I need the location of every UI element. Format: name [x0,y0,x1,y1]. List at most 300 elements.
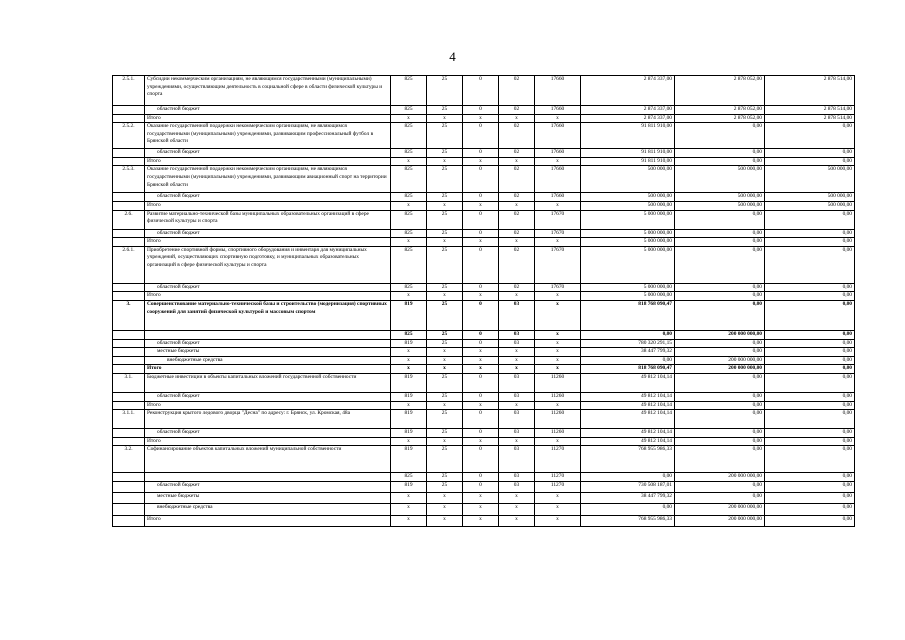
cell-item-name: местные бюджеты [145,348,391,357]
cell-code-3: 0 [463,373,499,392]
cell-code-1: 825 [391,283,427,292]
cell-amount-1: 2 874 337,00 [581,76,675,106]
cell-amount-1: 5 000 000,00 [581,229,675,238]
cell-code-5: 17670 [535,283,581,292]
cell-code-2: 25 [427,339,463,348]
cell-code-3: 0 [463,410,499,429]
cell-code-1: х [391,292,427,301]
cell-item-number: 2.5.1. [113,76,145,106]
cell-code-1: х [391,437,427,446]
table-row [113,201,855,210]
cell-amount-3: 0,00 [765,123,855,149]
cell-amount-3: 0,00 [765,149,855,158]
cell-code-3: 0 [463,392,499,401]
cell-code-5: 17670 [535,210,581,229]
cell-item-name: областной бюджет [145,149,391,158]
cell-code-4: 03 [499,300,535,330]
cell-amount-1: 2 874 337,00 [581,114,675,123]
cell-code-1: х [391,503,427,515]
cell-code-5: 11260 [535,373,581,392]
cell-code-3: х [463,515,499,526]
table-row [113,515,855,526]
cell-code-5: 17660 [535,76,581,106]
cell-code-2: 25 [427,373,463,392]
cell-code-4: 02 [499,149,535,158]
cell-code-2: х [427,492,463,503]
cell-amount-3: 0,00 [765,429,855,438]
cell-code-4: х [499,365,535,374]
cell-code-5: х [535,492,581,503]
cell-item-number [113,437,145,446]
cell-code-4: х [499,515,535,526]
cell-amount-1: 91 811 910,00 [581,123,675,149]
cell-item-name: Итого [145,437,391,446]
cell-item-number [113,157,145,166]
cell-item-name: Итого [145,238,391,247]
cell-code-5: 17660 [535,149,581,158]
cell-code-1: 819 [391,392,427,401]
cell-code-4: 02 [499,229,535,238]
cell-amount-2: 0,00 [675,492,765,503]
cell-code-2: 25 [427,193,463,202]
cell-amount-2: 0,00 [675,210,765,229]
cell-code-1: 819 [391,410,427,429]
cell-code-3: 0 [463,473,499,482]
cell-item-name: Бюджетные инвестиции в объекты капитальных вложений государственной собственности [145,373,391,392]
cell-code-4: х [499,492,535,503]
cell-code-2: 25 [427,473,463,482]
cell-item-number [113,149,145,158]
cell-item-name: Развитие материально-технической базы муниципальных образовательных организаций в сфере физической культуры и спорта [145,210,391,229]
budget-table [112,75,855,527]
cell-item-name: областной бюджет [145,429,391,438]
cell-amount-1: 49 812 104,14 [581,392,675,401]
cell-amount-2: 0,00 [675,348,765,357]
table-row [113,492,855,503]
cell-code-1: 825 [391,229,427,238]
cell-code-3: 0 [463,446,499,473]
cell-code-3: х [463,114,499,123]
cell-code-3: 0 [463,229,499,238]
cell-code-4: 02 [499,123,535,149]
cell-item-name: Итого [145,157,391,166]
cell-amount-2: 2 878 052,00 [675,106,765,115]
cell-code-3: 0 [463,123,499,149]
cell-item-number [113,339,145,348]
cell-code-1: 825 [391,330,427,339]
cell-code-3: х [463,348,499,357]
cell-item-name: Итого [145,114,391,123]
cell-amount-3: 2 878 514,00 [765,76,855,106]
cell-amount-2: 0,00 [675,123,765,149]
cell-code-5: х [535,339,581,348]
cell-amount-2: 0,00 [675,446,765,473]
cell-item-name: Оказание государственной поддержки некоммерческим организациям, не являющимся государственными (муниципальными) учреждениями, развивающим авиационный спорт на территории Брянской области [145,166,391,193]
cell-amount-2: 500 000,00 [675,201,765,210]
cell-code-5: 11270 [535,473,581,482]
cell-code-4: 02 [499,210,535,229]
cell-code-3: 0 [463,246,499,283]
table-row [113,149,855,158]
cell-amount-2: 200 000 000,00 [675,356,765,365]
table-row [113,437,855,446]
cell-amount-3: 0,00 [765,300,855,330]
cell-item-number [113,106,145,115]
cell-item-number [113,348,145,357]
cell-amount-3: 0,00 [765,365,855,374]
cell-amount-2: 0,00 [675,292,765,301]
table-row [113,193,855,202]
cell-amount-1: 49 812 104,14 [581,429,675,438]
cell-amount-3: 0,00 [765,210,855,229]
table-row [113,229,855,238]
cell-item-number: 2.5.3. [113,166,145,193]
cell-code-5: х [535,437,581,446]
cell-amount-2: 0,00 [675,410,765,429]
cell-item-number [113,473,145,482]
cell-amount-1: 49 812 104,14 [581,437,675,446]
cell-item-number [113,238,145,247]
cell-item-number [113,292,145,301]
cell-amount-1: 5 000 000,00 [581,283,675,292]
cell-amount-3: 0,00 [765,348,855,357]
cell-amount-2: 200 000 000,00 [675,330,765,339]
cell-amount-2: 0,00 [675,229,765,238]
cell-amount-1: 91 811 910,00 [581,157,675,166]
cell-code-2: 25 [427,106,463,115]
cell-code-3: 0 [463,76,499,106]
cell-code-2: х [427,401,463,410]
cell-code-4: 03 [499,339,535,348]
cell-code-1: 819 [391,300,427,330]
cell-code-5: 17660 [535,193,581,202]
cell-item-number [113,229,145,238]
cell-amount-1: 0,00 [581,473,675,482]
cell-code-2: х [427,114,463,123]
cell-code-4: 02 [499,283,535,292]
cell-code-1: х [391,114,427,123]
cell-amount-2: 0,00 [675,339,765,348]
cell-amount-3: 0,00 [765,515,855,526]
cell-code-5: х [535,300,581,330]
cell-code-4: 02 [499,76,535,106]
cell-code-4: х [499,356,535,365]
cell-item-number: 2.6.1. [113,246,145,283]
cell-code-5: х [535,238,581,247]
cell-code-4: х [499,348,535,357]
cell-amount-1: 500 000,00 [581,166,675,193]
table-row [113,339,855,348]
cell-code-2: 25 [427,446,463,473]
cell-code-4: 02 [499,106,535,115]
cell-item-number [113,401,145,410]
cell-amount-3: 0,00 [765,473,855,482]
cell-amount-2: 0,00 [675,437,765,446]
cell-code-3: 0 [463,429,499,438]
table-row [113,238,855,247]
cell-item-number: 3.2. [113,446,145,473]
cell-amount-1: 818 768 090,47 [581,300,675,330]
cell-code-4: 03 [499,481,535,492]
cell-code-3: х [463,292,499,301]
cell-code-3: х [463,356,499,365]
cell-amount-2: 200 000 000,00 [675,503,765,515]
cell-code-2: х [427,238,463,247]
cell-code-5: 11260 [535,392,581,401]
table-row [113,246,855,283]
cell-amount-1: 768 955 986,33 [581,446,675,473]
cell-item-number [113,356,145,365]
cell-amount-3: 0,00 [765,356,855,365]
cell-item-name [145,330,391,339]
cell-code-2: х [427,201,463,210]
cell-amount-2: 0,00 [675,392,765,401]
cell-code-2: 25 [427,283,463,292]
page-number: 4 [449,49,456,64]
cell-amount-3: 2 878 514,00 [765,114,855,123]
cell-code-1: 825 [391,210,427,229]
cell-code-1: 819 [391,373,427,392]
cell-code-5: х [535,515,581,526]
table-row [113,114,855,123]
cell-item-name: Итого [145,292,391,301]
cell-code-2: 25 [427,392,463,401]
cell-code-2: 25 [427,149,463,158]
table-row [113,348,855,357]
table-row [113,166,855,193]
cell-code-5: 17660 [535,123,581,149]
cell-code-3: 0 [463,106,499,115]
cell-code-1: х [391,238,427,247]
cell-code-1: х [391,157,427,166]
cell-item-number [113,201,145,210]
cell-item-number [113,392,145,401]
cell-amount-3: 0,00 [765,330,855,339]
cell-code-5: х [535,292,581,301]
cell-amount-1: 5 000 000,00 [581,246,675,283]
cell-code-3: 0 [463,300,499,330]
cell-code-5: х [535,348,581,357]
cell-code-3: х [463,201,499,210]
cell-amount-1: 91 811 910,00 [581,149,675,158]
cell-code-5: 17660 [535,166,581,193]
table-row [113,373,855,392]
cell-code-4: 03 [499,373,535,392]
cell-item-name: Итого [145,201,391,210]
cell-amount-1: 49 812 104,14 [581,401,675,410]
cell-amount-2: 0,00 [675,300,765,330]
table-row [113,481,855,492]
cell-code-4: 02 [499,246,535,283]
cell-code-2: х [427,348,463,357]
cell-amount-3: 0,00 [765,481,855,492]
cell-item-number [113,114,145,123]
cell-code-2: 25 [427,76,463,106]
cell-code-4: 02 [499,166,535,193]
cell-item-name: внебюджетные средства [145,356,391,365]
cell-item-name: местные бюджеты [145,492,391,503]
cell-amount-3: 0,00 [765,246,855,283]
cell-amount-1: 0,00 [581,503,675,515]
cell-amount-2: 0,00 [675,157,765,166]
cell-amount-3: 500 000,00 [765,193,855,202]
cell-amount-3: 0,00 [765,503,855,515]
cell-item-name: областной бюджет [145,106,391,115]
cell-code-3: х [463,365,499,374]
cell-code-3: 0 [463,166,499,193]
cell-code-5: 11260 [535,410,581,429]
cell-amount-3: 0,00 [765,437,855,446]
cell-code-4: х [499,437,535,446]
cell-code-2: 25 [427,210,463,229]
table-row [113,210,855,229]
cell-code-2: 25 [427,330,463,339]
cell-code-1: 825 [391,123,427,149]
cell-code-1: х [391,365,427,374]
cell-amount-3: 0,00 [765,229,855,238]
cell-code-5: х [535,365,581,374]
cell-item-name: областной бюджет [145,229,391,238]
cell-amount-1: 768 955 986,33 [581,515,675,526]
cell-code-5: 11260 [535,429,581,438]
cell-item-number [113,515,145,526]
table-row [113,356,855,365]
cell-code-1: х [391,201,427,210]
cell-code-5: х [535,356,581,365]
cell-amount-3: 0,00 [765,373,855,392]
cell-amount-2: 200 000 000,00 [675,365,765,374]
cell-code-4: 03 [499,330,535,339]
cell-code-4: х [499,201,535,210]
cell-amount-3: 0,00 [765,401,855,410]
cell-code-4: х [499,238,535,247]
cell-amount-3: 0,00 [765,392,855,401]
table-row [113,473,855,482]
cell-amount-3: 500 000,00 [765,201,855,210]
cell-amount-1: 49 812 104,14 [581,410,675,429]
cell-amount-1: 780 320 291,15 [581,339,675,348]
cell-amount-1: 500 000,00 [581,201,675,210]
table-row [113,410,855,429]
cell-code-1: х [391,356,427,365]
cell-amount-2: 2 878 052,00 [675,76,765,106]
cell-amount-3: 0,00 [765,410,855,429]
cell-code-2: 25 [427,429,463,438]
cell-amount-2: 0,00 [675,238,765,247]
cell-item-number: 3. [113,300,145,330]
cell-code-4: х [499,292,535,301]
cell-item-number [113,492,145,503]
cell-amount-1: 5 000 000,00 [581,238,675,247]
cell-code-1: 825 [391,246,427,283]
cell-item-number: 2.5.2. [113,123,145,149]
cell-item-number [113,503,145,515]
cell-amount-2: 0,00 [675,283,765,292]
cell-code-2: х [427,515,463,526]
cell-code-1: 825 [391,149,427,158]
cell-code-3: 0 [463,339,499,348]
cell-code-2: 25 [427,166,463,193]
cell-code-4: 03 [499,392,535,401]
cell-item-number: 2.6. [113,210,145,229]
cell-amount-1: 5 000 000,00 [581,292,675,301]
cell-amount-2: 0,00 [675,429,765,438]
cell-code-2: 25 [427,300,463,330]
cell-code-4: х [499,503,535,515]
cell-item-name: Приобретение спортивной формы, спортивного оборудования и инвентаря для муниципальных учреждений, осуществляющих спортивную подготовку, и муниципальных образовательных организаций в сфере физической культуры и спорта [145,246,391,283]
cell-code-2: х [427,365,463,374]
cell-code-3: х [463,492,499,503]
cell-code-1: х [391,401,427,410]
cell-code-5: х [535,401,581,410]
cell-item-name: внебюджетные средства [145,503,391,515]
cell-item-number [113,283,145,292]
cell-item-name: Реконструкция крытого ледового дворца "Десна" по адресу: г. Брянск, ул. Кромская, 48а [145,410,391,429]
cell-code-4: х [499,401,535,410]
cell-item-name: областной бюджет [145,193,391,202]
cell-amount-2: 0,00 [675,401,765,410]
cell-code-4: 03 [499,410,535,429]
cell-code-1: 825 [391,473,427,482]
cell-code-2: 25 [427,246,463,283]
cell-code-3: х [463,157,499,166]
cell-amount-3: 0,00 [765,292,855,301]
cell-item-name: областной бюджет [145,339,391,348]
cell-amount-2: 500 000,00 [675,193,765,202]
table-row [113,401,855,410]
cell-amount-3: 0,00 [765,157,855,166]
table-row [113,157,855,166]
cell-amount-3: 0,00 [765,492,855,503]
table-row [113,330,855,339]
cell-amount-1: 500 000,00 [581,193,675,202]
cell-code-4: х [499,114,535,123]
cell-item-number [113,481,145,492]
cell-code-1: х [391,515,427,526]
cell-amount-2: 0,00 [675,246,765,283]
cell-amount-2: 200 000 000,00 [675,473,765,482]
cell-amount-2: 0,00 [675,149,765,158]
cell-code-2: х [427,157,463,166]
cell-item-number [113,429,145,438]
table-row [113,300,855,330]
cell-amount-2: 0,00 [675,373,765,392]
cell-item-number [113,193,145,202]
cell-code-3: х [463,401,499,410]
cell-code-3: х [463,238,499,247]
cell-code-5: 17670 [535,246,581,283]
cell-item-name: Софинансирование объектов капитальных вложений муниципальной собственности [145,446,391,473]
table-row [113,106,855,115]
cell-code-5: х [535,201,581,210]
cell-amount-3: 0,00 [765,238,855,247]
cell-item-number [113,330,145,339]
cell-code-5: х [535,330,581,339]
cell-amount-3: 2 878 514,00 [765,106,855,115]
cell-code-1: 825 [391,106,427,115]
cell-amount-2: 500 000,00 [675,166,765,193]
cell-code-4: 03 [499,473,535,482]
table-row [113,283,855,292]
cell-amount-1: 0,00 [581,356,675,365]
cell-code-1: 819 [391,429,427,438]
cell-item-name: Итого [145,401,391,410]
table-row [113,365,855,374]
cell-code-2: х [427,503,463,515]
table-row [113,429,855,438]
cell-code-3: 0 [463,330,499,339]
cell-code-5: 17660 [535,106,581,115]
